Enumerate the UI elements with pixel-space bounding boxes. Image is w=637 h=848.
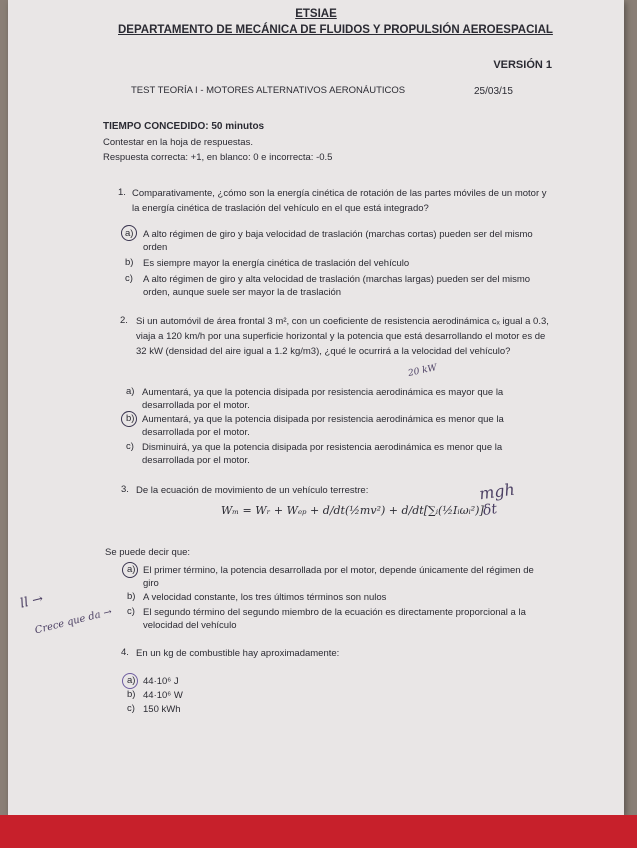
option-letter: a) (127, 564, 136, 575)
option-letter: a) (126, 386, 135, 397)
option-text: El segundo término del segundo miembro de la ecuación es directamente proporcional a la velocidad del vehículo (143, 607, 526, 631)
handwritten-answer-mark (121, 411, 137, 427)
option-letter: b) (126, 413, 135, 424)
option-letter: a) (125, 228, 134, 239)
option-letter: c) (125, 273, 133, 284)
instruction-answer-sheet: Contestar en la hoja de respuestas. (103, 137, 253, 148)
option-letter: b) (127, 591, 136, 602)
test-date: 25/03/15 (474, 86, 513, 97)
test-title: TEST TEORÍA I - MOTORES ALTERNATIVOS AERONÁUTICOS (131, 85, 406, 96)
question-text: De la ecuación de movimiento de un vehículo terrestre: (136, 485, 369, 496)
option-text: 44·10⁶ W (143, 690, 183, 701)
option-text: Es siempre mayor la energía cinética de traslación del vehículo (143, 258, 410, 269)
handwritten-answer-mark (122, 562, 138, 578)
option-text: El primer término, la potencia desarrollada por el motor, depende únicamente del régimen de giro (143, 565, 534, 589)
question-text: Comparativamente, ¿cómo son la energía cinética de rotación de las partes móviles de un motor y la energía cinética de traslación del vehículo en el que está integrado? (132, 188, 547, 214)
option-letter: b) (127, 689, 136, 700)
question-text: En un kg de combustible hay aproximadamente: (136, 648, 340, 659)
option-text: A velocidad constante, los tres últimos términos son nulos (143, 592, 387, 603)
handwritten-note: δt (481, 501, 499, 519)
option-letter: c) (127, 703, 135, 714)
question-number: 3. (121, 484, 129, 495)
option-text: 44·10⁶ J (143, 676, 179, 687)
question-text: Si un automóvil de área frontal 3 m², con un coeficiente de resistencia aerodinámica cₓ igual a 0.3, viaja a 120 km/h por una superficie horizontal y la potencia que está desarrollando el motor es de 32 kW (densidad del aire igual a 1.2 kg/m3), ¿qué le ocurrirá a la velocidad del vehículo? (136, 316, 549, 357)
motion-equation: Wₘ = Wᵣ + Wₑₚ + d/dt(½mv²) + d/dt[∑ᵢ(½Iᵢωᵢ²)] (221, 504, 484, 517)
option-text: A alto régimen de giro y alta velocidad de traslación (marchas largas) pueden ser del mismo orden, aunque suele ser mayor la de traslación (143, 274, 531, 298)
option-text: Aumentará, ya que la potencia disipada por resistencia aerodinámica es menor que la desarrollada por el motor. (142, 414, 504, 438)
time-allowed: TIEMPO CONCEDIDO: 50 minutos (103, 121, 265, 132)
school-name: ETSIAE (295, 8, 337, 20)
handwritten-margin-note: Crece que da → (33, 606, 114, 637)
exam-sheet (8, 0, 624, 815)
option-text: 150 kWh (143, 704, 181, 715)
option-text: Aumentará, ya que la potencia disipada por resistencia aerodinámica es mayor que la desarrollada por el motor. (142, 387, 504, 411)
department-title: DEPARTAMENTO DE MECÁNICA DE FLUIDOS Y PROPULSIÓN AEROESPACIAL (118, 24, 553, 36)
option-letter: c) (126, 441, 134, 452)
handwritten-note: 20 kW (407, 363, 438, 379)
handwritten-note: mgh (477, 479, 516, 504)
question-number: 4. (121, 647, 129, 658)
option-letter: b) (125, 257, 134, 268)
handwritten-answer-mark (121, 225, 137, 241)
version-label: VERSIÓN 1 (493, 59, 552, 71)
handwritten-answer-mark (122, 673, 138, 689)
option-text: Disminuirá, ya que la potencia disipada por resistencia aerodinámica es menor que la desarrollada por el motor. (142, 442, 503, 466)
handwritten-margin-note: ll → (18, 591, 45, 612)
question-lead: Se puede decir que: (105, 547, 191, 558)
table-surface (0, 815, 637, 848)
question-number: 1. (118, 187, 126, 198)
option-text: A alto régimen de giro y baja velocidad de traslación (marchas cortas) pueden ser del mismo orden (143, 229, 533, 253)
option-letter: a) (127, 675, 136, 686)
instruction-scoring: Respuesta correcta: +1, en blanco: 0 e incorrecta: -0.5 (103, 152, 333, 163)
question-number: 2. (120, 315, 128, 326)
option-letter: c) (127, 606, 135, 617)
